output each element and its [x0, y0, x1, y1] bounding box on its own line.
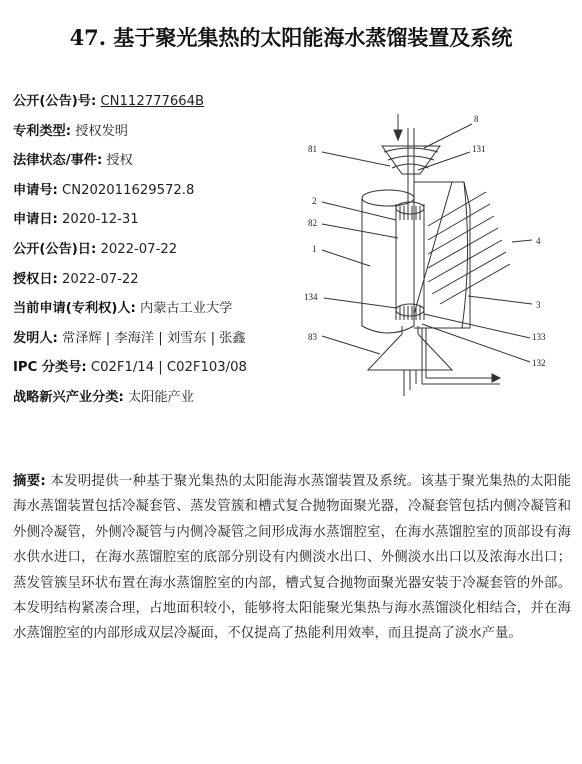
- field-value: 2020-12-31: [62, 212, 139, 228]
- field-label: 战略新兴产业分类:: [13, 389, 124, 405]
- field-label: 发明人:: [13, 330, 58, 346]
- field-application-number: [13, 181, 303, 211]
- field-label: 当前申请(专利权)人:: [13, 301, 136, 317]
- figure-label: 8: [474, 114, 479, 124]
- field-label: 法律状态/事件:: [13, 153, 103, 169]
- field-label: 授权日:: [13, 271, 58, 287]
- field-value: 内蒙古工业大学: [140, 301, 233, 317]
- field-label: 公开(公告)号:: [13, 94, 97, 109]
- field-value: C02F1/14 | C02F103/08: [90, 360, 247, 376]
- field-label: 申请号:: [13, 182, 58, 198]
- publication-number-link[interactable]: CN112777664B: [100, 94, 205, 109]
- field-application-date: [13, 210, 303, 240]
- abstract-section: [13, 469, 571, 647]
- field-value: 授权: [106, 153, 133, 169]
- field-patent-type: [13, 122, 303, 152]
- figure-label: 82: [308, 218, 317, 228]
- figure-label: 81: [308, 144, 317, 154]
- field-label: 专利类型:: [13, 123, 72, 139]
- figure-label: 1: [312, 244, 317, 254]
- field-value: 2022-07-22: [62, 271, 139, 287]
- field-ipc: [13, 358, 303, 388]
- patent-drawing: [300, 108, 572, 400]
- field-industry: [13, 388, 303, 418]
- field-label: 公开(公告)日:: [13, 241, 97, 257]
- field-value: 授权发明: [75, 123, 128, 139]
- patent-drawing-svg: [300, 108, 572, 400]
- field-assignee: [13, 299, 303, 329]
- figure-label: 134: [304, 292, 318, 302]
- field-publication-number: [13, 92, 303, 122]
- figure-label: 3: [536, 300, 541, 310]
- patent-metadata: [13, 92, 303, 418]
- figure-label: 2: [312, 196, 317, 206]
- field-label: 申请日:: [13, 212, 58, 228]
- figure-label: 133: [532, 332, 546, 342]
- field-grant-date: [13, 270, 303, 300]
- figure-label: 83: [308, 332, 317, 342]
- field-value: 2022-07-22: [100, 241, 178, 257]
- field-value: CN202011629572.8: [62, 182, 195, 198]
- field-value: 太阳能产业: [127, 389, 194, 405]
- figure-label: 131: [472, 144, 486, 154]
- field-inventors: [13, 329, 303, 359]
- figure-label: 132: [532, 358, 546, 368]
- abstract-label: 摘要:: [13, 474, 46, 489]
- page-title: 47. 基于聚光集热的太阳能海水蒸馏装置及系统: [69, 25, 513, 50]
- figure-label: 4: [536, 236, 541, 246]
- abstract-text: 本发明提供一种基于聚光集热的太阳能海水蒸馏装置及系统。该基于聚光集热的太阳能海水蒸馏装置包括冷凝套管、蒸发管簇和槽式复合抛物面聚光器，冷凝套管包括内侧冷凝管和外侧冷凝管，外侧冷凝管与内侧冷凝管之间形成海水蒸馏腔室，在海水蒸馏腔室的顶部设有海水供水进口，在海水蒸馏腔室的底部分别设有内侧淡水出口、外侧淡水出口以及浓海水出口；蒸发管簇呈环状布置在海水蒸馏腔室的内部，槽式复合抛物面聚光器安装于冷凝套管的外部。本发明结构紧凑合理，占地面积较小，能够将太阳能聚光集热与海水蒸馏淡化相结合，并在海水蒸馏腔室的内部形成双层冷凝面，不仅提高了热能利用效率，而且提高了淡水产量。: [13, 474, 571, 642]
- field-value: 常泽辉 | 李海洋 | 刘雪东 | 张鑫: [62, 330, 246, 346]
- field-label: IPC 分类号:: [13, 360, 87, 376]
- field-publication-date: [13, 240, 303, 270]
- field-legal-status: [13, 151, 303, 181]
